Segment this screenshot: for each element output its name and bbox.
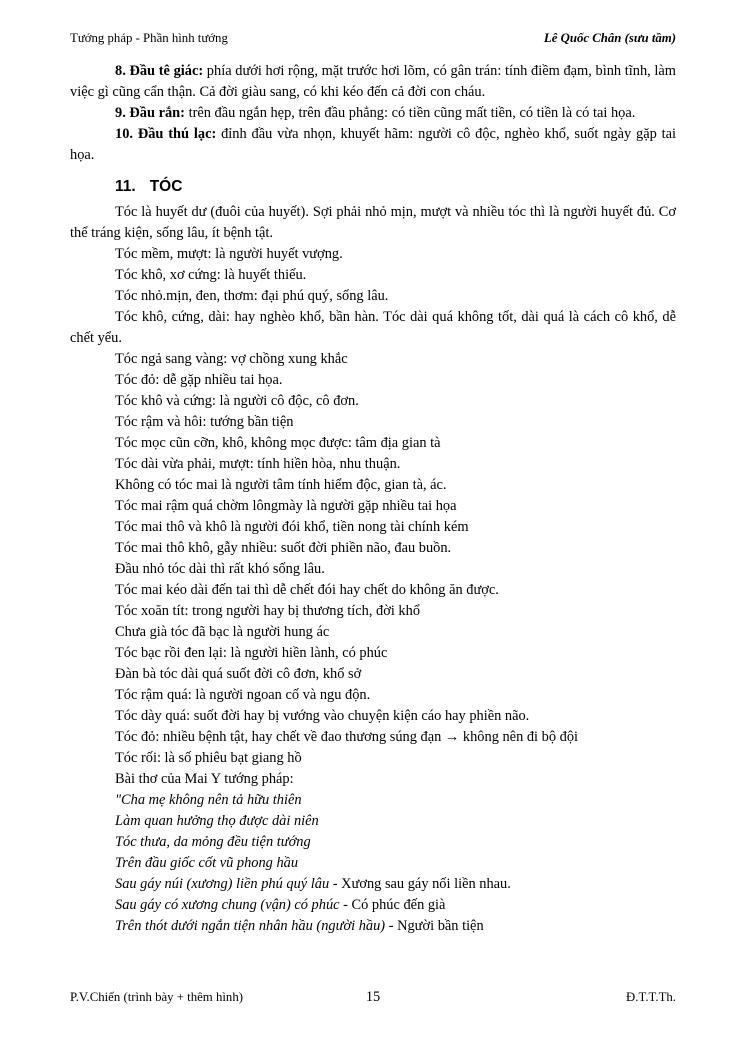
- paragraph: [70, 202, 676, 244]
- paragraph-text: Tóc rậm và hôi: tướng bần tiện: [115, 414, 294, 430]
- paragraph-text: Tóc khô, xơ cứng: là huyết thiếu.: [115, 267, 307, 283]
- footer-credit: P.V.Chiến (trình bày + thêm hình): [70, 990, 243, 1004]
- paragraph-text: đỉnh đầu vừa nhọn, khuyết hãm: người cô độc, nghèo khổ, suốt ngày gặp tai họa.: [70, 126, 677, 163]
- paragraph: [70, 370, 676, 391]
- paragraph-text: Tóc mai rậm quá chờm lôngmày là người gặp nhiều tai họa: [115, 498, 457, 514]
- paragraph: [70, 496, 676, 517]
- paragraph: [70, 895, 676, 916]
- paragraph: [70, 748, 676, 769]
- paragraph: [70, 244, 676, 265]
- paragraph: [70, 391, 676, 412]
- paragraph-text: Tóc rối: là số phiêu bạt giang hồ: [115, 750, 302, 766]
- footer-initials: Đ.T.T.Th.: [626, 990, 677, 1004]
- paragraph-text: - Có phúc đến già: [339, 897, 446, 913]
- poem-line-italic: Sau gáy núi (xương) liền phú quý lâu: [115, 876, 330, 892]
- paragraph: [70, 664, 676, 685]
- section-number: 11.: [115, 178, 136, 195]
- page-number: 15: [365, 989, 381, 1005]
- paragraph-lead-bold: 9. Đầu rắn:: [115, 105, 185, 121]
- paragraph-text: Tóc xoăn tít: trong người hay bị thương tích, đời khổ: [115, 603, 421, 619]
- paragraph: [70, 916, 676, 937]
- paragraph-text: Đầu nhỏ tóc dài thì rất khó sống lâu.: [115, 561, 325, 577]
- poem-line-italic: Trên đầu giốc cốt vũ phong hầu: [115, 855, 299, 871]
- paragraph: [70, 727, 676, 748]
- paragraph-text: Tóc dài vừa phải, mượt: tính hiền hòa, nhu thuận.: [115, 456, 401, 472]
- paragraph: [70, 517, 676, 538]
- paragraph-text: Tóc là huyết dư (đuôi của huyết). Sợi phải nhỏ mịn, mượt và nhiều tóc thì là người huyết đủ. Cơ thể tráng kiện, sống lâu, ít bệnh tật.: [70, 204, 676, 241]
- paragraph: [70, 538, 676, 559]
- paragraph-text: Tóc khô, cứng, dài: hay nghèo khổ, bần hàn. Tóc dài quá không tốt, dài quá là cách cô khổ, dễ chết yểu.: [70, 309, 676, 346]
- section-heading: [70, 176, 676, 197]
- poem-line-italic: Làm quan hưởng thọ được dài niên: [115, 813, 319, 829]
- paragraph-text: Tóc mai thô và khô là người đói khổ, tiền nong tài chính kém: [115, 519, 469, 535]
- paragraph: [70, 832, 676, 853]
- page-header: [70, 30, 676, 46]
- paragraph: [70, 61, 676, 103]
- paragraph: [70, 685, 676, 706]
- paragraph-text: Tóc bạc rồi đen lại: là người hiền lành, có phúc: [115, 645, 388, 661]
- paragraph: [70, 412, 676, 433]
- paragraph-text: Bài thơ của Mai Y tướng pháp:: [115, 771, 294, 787]
- paragraph-lead-bold: 10. Đầu thú lạc:: [115, 126, 217, 142]
- paragraph: [70, 475, 676, 496]
- paragraph-text: Tóc mọc cũn cỡn, khô, không mọc được: tâm địa gian tà: [115, 435, 441, 451]
- paragraph-text: - Người bần tiện: [385, 918, 484, 934]
- paragraph-text: Đàn bà tóc dài quá suốt đời cô đơn, khổ sở: [115, 666, 362, 682]
- paragraph-text: Tóc đỏ: dễ gặp nhiều tai họa.: [115, 372, 283, 388]
- paragraph-text: Tóc ngả sang vàng: vợ chồng xung khắc: [115, 351, 348, 367]
- paragraph-text: Chưa già tóc đã bạc là người hung ác: [115, 624, 330, 640]
- poem-line-italic: Sau gáy có xương chung (vận) có phúc: [115, 897, 340, 913]
- paragraph-text: Không có tóc mai là người tâm tính hiểm độc, gian tà, ác.: [115, 477, 447, 493]
- paragraph: [70, 706, 676, 727]
- paragraph-text: Tóc dày quá: suốt đời hay bị vướng vào chuyện kiện cáo hay phiền não.: [115, 708, 530, 724]
- page-footer: [70, 989, 676, 1006]
- paragraph-text: Tóc đỏ: nhiều bệnh tật, hay chết về đao thương súng đạn → không nên đi bộ đội: [115, 729, 579, 745]
- paragraph-text: Tóc rậm quá: là người ngoan cố và ngu độn.: [115, 687, 371, 703]
- paragraph: [70, 286, 676, 307]
- paragraph: [70, 454, 676, 475]
- paragraph: [70, 769, 676, 790]
- poem-line-italic: "Cha mẹ không nên tả hữu thiên: [115, 792, 302, 808]
- paragraph-text: phía dưới hơi rộng, mặt trước hơi lõm, có gân trán: tính điềm đạm, bình tĩnh, làm việc gì cũng cẩn thận. Cả đời giàu sang, có khi kéo đến cả đời con cháu.: [70, 63, 676, 100]
- paragraph-text: Tóc khô và cứng: là người cô độc, cô đơn.: [115, 393, 359, 409]
- paragraph: [70, 307, 676, 349]
- poem-line-italic: Tóc thưa, da mỏng đều tiện tướng: [115, 834, 311, 850]
- paragraph: [70, 559, 676, 580]
- poem-line-italic: Trên thót dưới ngắn tiện nhân hầu (người hầu): [115, 918, 386, 934]
- paragraph-text: Tóc nhỏ.mịn, đen, thơm: đại phú quý, sống lâu.: [115, 288, 389, 304]
- paragraph-lead-bold: 8. Đầu tê giác:: [115, 63, 204, 79]
- paragraph: [70, 811, 676, 832]
- paragraph-text: Tóc mai thô khô, gẫy nhiều: suốt đời phiền não, đau buồn.: [115, 540, 452, 556]
- paragraph: [70, 580, 676, 601]
- paragraph: [70, 853, 676, 874]
- document-body: [70, 61, 676, 937]
- header-author: Lê Quốc Chân (sưu tầm): [543, 31, 676, 45]
- paragraph: [70, 643, 676, 664]
- paragraph-text: Tóc mai kéo dài đến tai thì dễ chết đói hay chết do không ăn được.: [115, 582, 499, 598]
- paragraph: [70, 874, 676, 895]
- section-title: TÓC: [149, 178, 183, 195]
- paragraph: [70, 103, 676, 124]
- paragraph: [70, 622, 676, 643]
- paragraph: [70, 349, 676, 370]
- paragraph-text: trên đầu ngắn hẹp, trên đầu phẳng: có tiền cũng mất tiền, có tiền là có tai họa.: [184, 105, 636, 121]
- paragraph-text: - Xương sau gáy nối liền nhau.: [329, 876, 511, 892]
- header-running-title: Tướng pháp - Phần hình tướng: [70, 31, 228, 45]
- paragraph: [70, 265, 676, 286]
- paragraph: [70, 433, 676, 454]
- paragraph: [70, 790, 676, 811]
- paragraph-text: Tóc mềm, mượt: là người huyết vượng.: [115, 246, 343, 262]
- paragraph: [70, 124, 676, 166]
- paragraph: [70, 601, 676, 622]
